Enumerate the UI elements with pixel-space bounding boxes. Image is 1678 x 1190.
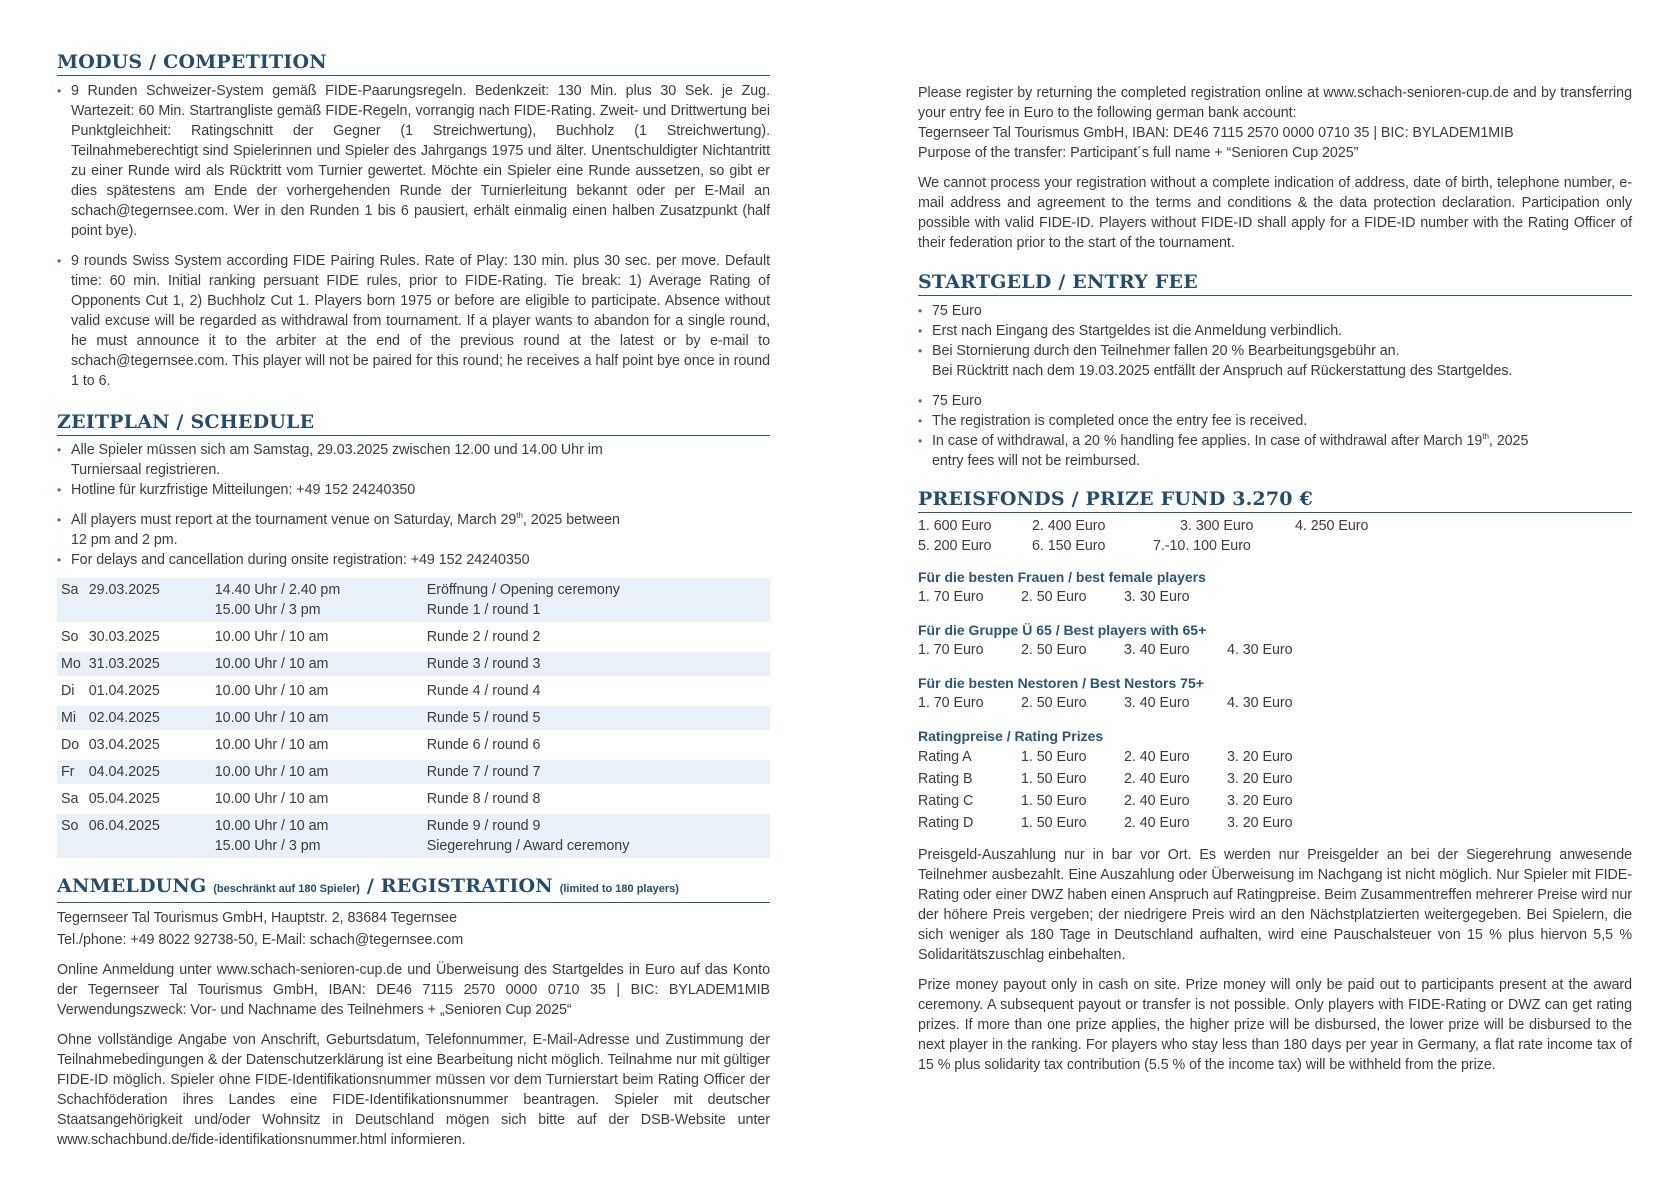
schedule-day: Sa — [57, 578, 85, 622]
schedule-time: 10.00 Uhr / 10 am — [211, 760, 423, 784]
schedule-date: 06.04.2025 — [85, 814, 211, 858]
zeitplan-de-2: • Hotline für kurzfristige Mitteilungen: +49 152 24240350 — [57, 480, 637, 500]
schedule-row — [57, 814, 770, 858]
zeitplan-en-list — [57, 510, 637, 570]
startgeld-de-2: • Erst nach Eingang des Startgeldes ist die Anmeldung verbindlich. — [918, 321, 1632, 341]
schedule-time: 10.00 Uhr / 10 am — [214, 737, 329, 753]
schedule-row — [57, 787, 770, 811]
schedule-day: Di — [61, 683, 75, 699]
schedule-row — [57, 625, 770, 649]
schedule-time: 10.00 Uhr / 10 am 15.00 Uhr / 3 pm — [211, 814, 423, 858]
schedule-event: Runde 5 / round 5 — [423, 706, 770, 730]
modus-en: • 9 rounds Swiss System according FIDE Pairing Rules. Rate of Play: 130 min. plus 30 sec. per move. Default time: 60 min. Initial ranking persuant FIDE rules, prior to FIDE-Rating. Tie break: 1) Average Rating of Opponents Cut 1, 2) Buchholz Cut 1. Players born 1975 or before are eligible to participate. Absence without valid excuse will be regarded as withdrawal from tournament. If a player wants to abandon for a single round, he must announce it to the arbiter at the end of the previous round at the latest or by e-mail to schach@tegernsee.com. This player will not be paired for this round; he receives a half point bye once in round 1 to 6. — [57, 251, 770, 391]
schedule-date: 01.04.2025 — [88, 683, 160, 699]
women-title: Für die besten Frauen / best female players — [918, 569, 1206, 585]
g65-title: Für die Gruppe Ü 65 / Best players with 65+ — [918, 622, 1207, 638]
schedule-day: So — [61, 629, 79, 645]
schedule-row — [57, 652, 770, 676]
rating-prizes — [918, 746, 1632, 834]
schedule-event: Runde 8 / round 8 — [426, 791, 541, 807]
anmeldung-address: Tegernseer Tal Tourismus GmbH, Hauptstr. 2, 83684 Tegernsee Tel./phone: +49 8022 92738-50, E-Mail: schach@tegernsee.com — [57, 910, 464, 948]
prize-heading: PREISFONDS / PRIZE FUND 3.270 € — [918, 487, 1632, 513]
zeitplan-de-1: • Alle Spieler müssen sich am Samstag, 29.03.2025 zwischen 12.00 und 14.00 Uhr im Turniersaal registrieren. — [57, 440, 637, 480]
schedule-date: 03.04.2025 — [88, 737, 160, 753]
startgeld-en-1: • 75 Euro — [918, 391, 1632, 411]
prize-main-row-2: 5. 200 Euro 6. 150 Euro 7.-10. 100 Euro — [918, 538, 1251, 554]
modus-list — [57, 81, 770, 391]
left-column — [57, 50, 770, 1150]
startgeld-de-3: • Bei Stornierung durch den Teilnehmer fallen 20 % Bearbeitungsgebühr an. Bei Rücktritt nach dem 19.03.2025 entfällt der Anspruch auf Rückerstattung des Startgeldes. — [918, 341, 1632, 381]
startgeld-en-3: • In case of withdrawal, a 20 % handling fee applies. In case of withdrawal after March 19th, 2025 entry fees will not be reimbursed. — [918, 431, 1632, 471]
schedule-table — [57, 578, 770, 858]
startgeld-en-2: • The registration is completed once the entry fee is received. — [918, 411, 1632, 431]
schedule-time: 10.00 Uhr / 10 am — [214, 683, 329, 699]
schedule-event: Runde 4 / round 4 — [426, 683, 541, 699]
modus-heading: MODUS / COMPETITION — [57, 50, 770, 76]
startgeld-heading: STARTGELD / ENTRY FEE — [918, 270, 1632, 296]
payout-en: Prize money payout only in cash on site. Prize money will only be paid out to participants present at the award ceremony. A subsequent payout or transfer is not possible. Only players with FIDE-Rating or DWZ can get rating prizes. If more than one prize applies, the higher prize will be disbursed, the lower prize will be disbursed to the next player in the ranking. For players who stay less than 180 days per year in Germany, a flat rate income tax of 15 % plus solidarity tax contribution (5.5 % of the income tax) will be withheld from the prize. — [918, 977, 1632, 1073]
g75-title: Für die besten Nestoren / Best Nestors 75+ — [918, 675, 1204, 691]
schedule-event: Runde 2 / round 2 — [426, 629, 541, 645]
schedule-event: Runde 6 / round 6 — [426, 737, 541, 753]
schedule-day: Mo — [57, 652, 85, 676]
payout-de: Preisgeld-Auszahlung nur in bar vor Ort. Es werden nur Preisgelder an bei der Siegerehrung anwesende Teilnehmer ausbezahlt. Eine Auszahlung oder Überweisung im Nachgang ist nicht möglich. Nur Spieler mit FIDE-Rating oder einer DWZ haben einen Anspruch auf Ratingpreise. Beim Zusammentreffen mehrerer Preise wird nur der höhere Preis vergeben; der niedrigere Preis wird an den Nächstplatzierten weitergegeben. Bei Spielern, die sich weniger als 180 Tage in Deutschland aufhalten, wird eine Pauschalsteuer von 15 % plus hiervon 5,5 % Solidaritätszuschlag einbehalten. — [918, 847, 1632, 963]
registration-en-fide: We cannot process your registration without a complete indication of address, date of birth, telephone number, e-mail address and agreement to the terms and conditions & the data protection declaration. Participation only possible with valid FIDE-ID. Players without FIDE-ID shall apply for a FIDE-ID number with the Rating Officer of their federation prior to the start of the tournament. — [918, 175, 1632, 251]
prize-main — [918, 516, 1632, 556]
right-column — [918, 50, 1632, 1075]
rating-row: Rating B 1. 50 Euro 2. 40 Euro 3. 20 Euro — [918, 771, 1293, 787]
prize-main-row-1: 1. 600 Euro 2. 400 Euro 3. 300 Euro 4. 250 Euro — [918, 518, 1369, 534]
schedule-row — [57, 578, 770, 622]
schedule-time: 10.00 Uhr / 10 am — [214, 791, 329, 807]
women-prizes: 1. 70 Euro 2. 50 Euro 3. 30 Euro — [918, 589, 1190, 605]
schedule-row — [57, 760, 770, 784]
schedule-day: So — [57, 814, 85, 858]
rating-row: Rating D 1. 50 Euro 2. 40 Euro 3. 20 Euro — [918, 815, 1293, 831]
schedule-time: 10.00 Uhr / 10 am — [211, 652, 423, 676]
schedule-row — [57, 733, 770, 757]
startgeld-de-list — [918, 301, 1632, 381]
modus-de: • 9 Runden Schweizer-System gemäß FIDE-Paarungsregeln. Bedenkzeit: 130 Min. plus 30 Sek. je Zug. Wartezeit: 60 Min. Startrangliste gemäß FIDE-Regeln, vorrangig nach FIDE-Rating. Zweit- und Drittwertung bei Punktgleichheit: Ratingschnitt der Gegner (1 Streichwertung), Buchholz (1 Streichwertung). Teilnahmeberechtigt sind Spielerinnen und Spieler des Jahrgangs 1975 und älter. Unentschuldigter Nichtantritt zu einer Runde wird als Rücktritt vom Turnier gewertet. Möchte ein Spieler eine Runde aussetzen, so gibt er dies spätestens am Ende der vorhergehenden Runde der Turnierleitung bekannt oder per E-Mail an schach@tegernsee.com. Wer in den Runden 1 bis 6 pausiert, erhält einmalig einen halben Zusatzpunkt (half point bye). — [57, 81, 770, 241]
registration-en: Please register by returning the completed registration online at www.schach-senioren-cup.de and by transferring your entry fee in Euro to the following german bank account: Tegernseer Tal Tourismus GmbH, IBAN: DE46 7115 2570 0000 0710 35 | BIC: BYLADEM1MIB Purpose of the transfer: Participant´s full name + “Senioren Cup 2025” — [918, 85, 1632, 161]
schedule-event: Runde 3 / round 3 — [423, 652, 770, 676]
schedule-date: 02.04.2025 — [85, 706, 211, 730]
schedule-time: 10.00 Uhr / 10 am — [214, 629, 329, 645]
schedule-date: 05.04.2025 — [88, 791, 160, 807]
g65-prizes: 1. 70 Euro 2. 50 Euro 3. 40 Euro 4. 30 Euro — [918, 642, 1293, 658]
schedule-date: 29.03.2025 — [85, 578, 211, 622]
schedule-event: Eröffnung / Opening ceremony Runde 1 / round 1 — [423, 578, 770, 622]
schedule-day: Sa — [61, 791, 79, 807]
schedule-row — [57, 679, 770, 703]
rating-title: Ratingpreise / Rating Prizes — [918, 728, 1104, 744]
rating-row: Rating C 1. 50 Euro 2. 40 Euro 3. 20 Euro — [918, 793, 1293, 809]
zeitplan-en-2: • For delays and cancellation during onsite registration: +49 152 24240350 — [57, 550, 637, 570]
schedule-row — [57, 706, 770, 730]
schedule-day: Fr — [57, 760, 85, 784]
zeitplan-en-1: • All players must report at the tournament venue on Saturday, March 29th, 2025 between 12 pm and 2 pm. — [57, 510, 637, 550]
anmeldung-heading: ANMELDUNG (beschränkt auf 180 Spieler) / REGISTRATION (limited to 180 players) — [57, 874, 770, 903]
anmeldung-online: Online Anmeldung unter www.schach-senioren-cup.de und Überweisung des Startgeldes in Euro auf das Konto der Tegernseer Tal Tourismus GmbH, IBAN: DE46 7115 2570 0000 0710 35 | BIC: BYLADEM1MIB Verwendungszweck: Vor- und Nachname des Teilnehmers + „Senioren Cup 2025“ — [57, 962, 770, 1018]
rating-row: Rating A 1. 50 Euro 2. 40 Euro 3. 20 Euro — [918, 749, 1293, 765]
schedule-event: Runde 9 / round 9 Siegerehrung / Award ceremony — [423, 814, 770, 858]
schedule-date: 31.03.2025 — [85, 652, 211, 676]
zeitplan-heading: ZEITPLAN / SCHEDULE — [57, 410, 770, 436]
anmeldung-fide: Ohne vollständige Angabe von Anschrift, Geburtsdatum, Telefonnummer, E-Mail-Adresse und Zustimmung der Teilnahmebedingungen & der Datenschutzerklärung ist eine Bearbeitung nicht möglich. Teilnahme nur mit gültiger FIDE-ID möglich. Spieler ohne FIDE-Identifikationsnummer müssen vor dem Turnierstart beim Rating Officer der Schachföderation ihres Landes eine FIDE-Identifikationsnummer beantragen. Spieler mit deutscher Staatsangehörigkeit und/oder Wohnsitz in Deutschland mögen sich bitte auf der DSB-Website unter www.schachbund.de/fide-identifikationsnummer.html informieren. — [57, 1032, 770, 1148]
schedule-day: Mi — [57, 706, 85, 730]
startgeld-en-list — [918, 391, 1632, 471]
schedule-date: 04.04.2025 — [85, 760, 211, 784]
schedule-day: Do — [61, 737, 80, 753]
zeitplan-de-list — [57, 440, 637, 500]
startgeld-de-1: • 75 Euro — [918, 301, 1632, 321]
schedule-time: 14.40 Uhr / 2.40 pm 15.00 Uhr / 3 pm — [211, 578, 423, 622]
schedule-date: 30.03.2025 — [88, 629, 160, 645]
g75-prizes: 1. 70 Euro 2. 50 Euro 3. 40 Euro 4. 30 Euro — [918, 695, 1293, 711]
schedule-time: 10.00 Uhr / 10 am — [211, 706, 423, 730]
schedule-event: Runde 7 / round 7 — [423, 760, 770, 784]
